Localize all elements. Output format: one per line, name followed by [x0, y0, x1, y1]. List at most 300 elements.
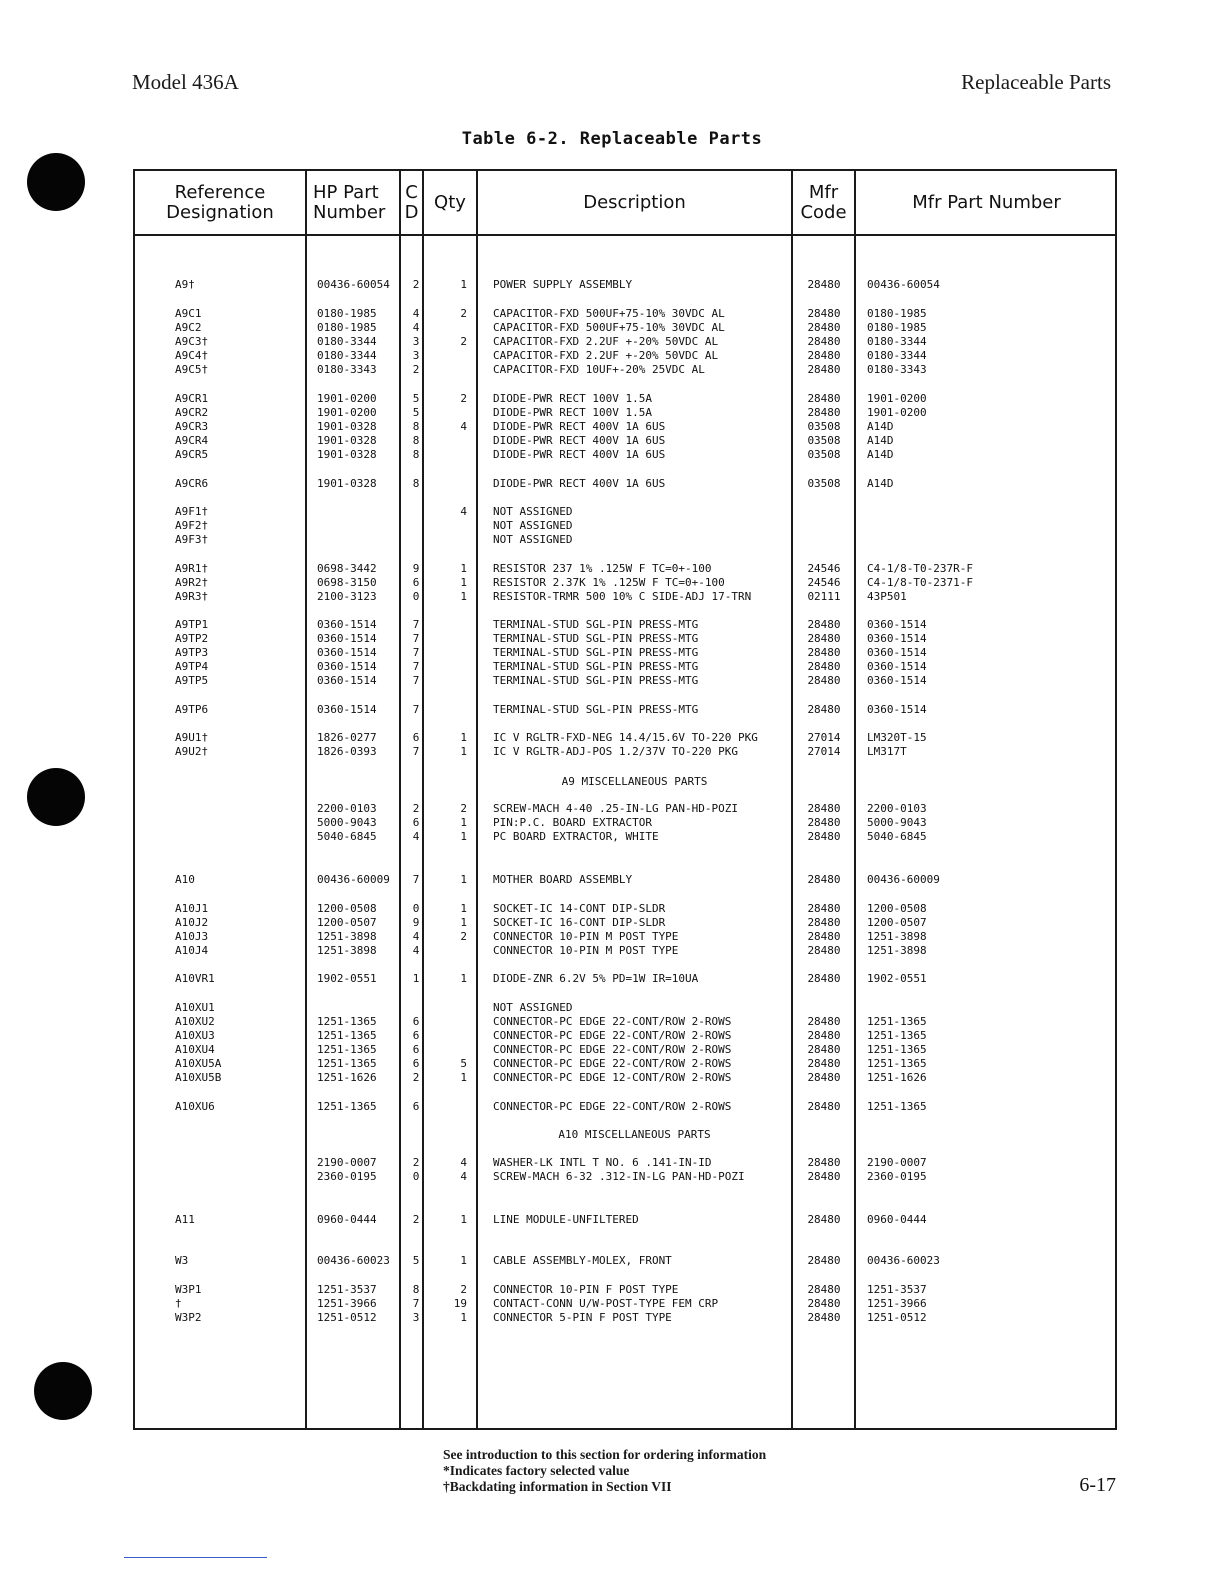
- cell-ref: A9C4†: [175, 349, 209, 362]
- cell-hp: 0180-1985: [317, 321, 377, 334]
- cell-desc: CABLE ASSEMBLY-MOLEX, FRONT: [493, 1254, 672, 1267]
- cell-cd: 4: [412, 830, 420, 843]
- cell-ref: A10J3: [175, 930, 209, 943]
- table-row: [135, 1071, 1115, 1085]
- cell-hp: 2200-0103: [317, 802, 377, 815]
- cell-ref: A9CR2: [175, 406, 209, 419]
- table-row: [135, 1001, 1115, 1015]
- cell-ref: A10XU1: [175, 1001, 215, 1014]
- cell-desc: SOCKET-IC 14-CONT DIP-SLDR: [493, 902, 666, 915]
- cell-desc: DIODE-PWR RECT 100V 1.5A: [493, 392, 652, 405]
- cell-cd: 6: [412, 731, 420, 744]
- table-row: [135, 448, 1115, 462]
- table-row: [135, 1156, 1115, 1170]
- cell-hp: 2360-0195: [317, 1170, 377, 1183]
- cell-hp: 1251-3898: [317, 930, 377, 943]
- cell-mfrpn: 5000-9043: [867, 816, 927, 829]
- table-row: [135, 1254, 1115, 1268]
- cell-qty: 1: [460, 873, 467, 886]
- footer-notes: [443, 1447, 766, 1495]
- cell-qty: 2: [460, 335, 467, 348]
- cell-cd: 9: [412, 562, 420, 575]
- cell-desc: TERMINAL-STUD SGL-PIN PRESS-MTG: [493, 618, 699, 631]
- footer-note-backdating: †Backdating information in Section VII: [443, 1479, 672, 1494]
- cell-cd: 6: [412, 816, 420, 829]
- cell-mfrpn: 1200-0508: [867, 902, 927, 915]
- cell-cd: 4: [412, 307, 420, 320]
- cell-hp: 00436-60023: [317, 1254, 390, 1267]
- cell-desc: CAPACITOR-FXD 10UF+-20% 25VDC AL: [493, 363, 705, 376]
- cell-hp: 1251-1365: [317, 1043, 377, 1056]
- cell-cd: 2: [412, 363, 420, 376]
- cell-desc: DIODE-PWR RECT 400V 1A 6US: [493, 448, 666, 461]
- bottom-rule: [124, 1557, 267, 1558]
- table-row: [135, 830, 1115, 844]
- cell-hp: 1251-3537: [317, 1283, 377, 1296]
- table-row: [135, 349, 1115, 363]
- cell-cd: 6: [412, 1015, 420, 1028]
- table-row: [135, 420, 1115, 434]
- cell-mfr: 28480: [807, 802, 841, 815]
- column-header-description: Description: [583, 191, 686, 213]
- table-row: [135, 1057, 1115, 1071]
- cell-mfr: 28480: [807, 1311, 841, 1324]
- cell-mfrpn: 0360-1514: [867, 646, 927, 659]
- cell-mfr: 28480: [807, 930, 841, 943]
- cell-hp: 2100-3123: [317, 590, 377, 603]
- cell-desc: CAPACITOR-FXD 2.2UF +-20% 50VDC AL: [493, 349, 719, 362]
- column-header-hp-part: HP Part Number: [313, 181, 386, 223]
- cell-mfrpn: 0360-1514: [867, 660, 927, 673]
- cell-mfrpn: C4-1/8-T0-237R-F: [867, 562, 973, 575]
- cell-mfr: 28480: [807, 392, 841, 405]
- cell-mfr: 27014: [807, 731, 841, 744]
- cell-mfr: 28480: [807, 944, 841, 957]
- misc-parts-heading-a9: A9 MISCELLANEOUS PARTS: [561, 775, 708, 788]
- cell-cd: 7: [412, 703, 420, 716]
- cell-cd: 7: [412, 660, 420, 673]
- cell-ref: W3P1: [175, 1283, 202, 1296]
- cell-qty: 1: [460, 576, 467, 589]
- table-row: [135, 1043, 1115, 1057]
- cell-hp: 0180-3344: [317, 335, 377, 348]
- cell-desc: NOT ASSIGNED: [493, 1001, 573, 1014]
- cell-mfr: 03508: [807, 477, 841, 490]
- column-header-mfr-code: Mfr Code: [800, 181, 847, 223]
- cell-hp: 2190-0007: [317, 1156, 377, 1169]
- cell-qty: 2: [460, 802, 467, 815]
- cell-cd: 5: [412, 392, 420, 405]
- cell-hp: 1200-0507: [317, 916, 377, 929]
- cell-mfrpn: 43P501: [867, 590, 907, 603]
- cell-ref: A10VR1: [175, 972, 215, 985]
- cell-hp: 0698-3442: [317, 562, 377, 575]
- cell-ref: A9CR5: [175, 448, 209, 461]
- parts-table: [133, 169, 1117, 1430]
- cell-ref: A9R2†: [175, 576, 209, 589]
- cell-ref: A9U2†: [175, 745, 209, 758]
- cell-hp: 0360-1514: [317, 703, 377, 716]
- table-row: [135, 477, 1115, 491]
- cell-ref: A10J2: [175, 916, 209, 929]
- cell-mfrpn: 1251-1365: [867, 1043, 927, 1056]
- cell-desc: POWER SUPPLY ASSEMBLY: [493, 278, 633, 291]
- cell-mfr: 28480: [807, 1213, 841, 1226]
- cell-desc: DIODE-PWR RECT 400V 1A 6US: [493, 434, 666, 447]
- cell-desc: DIODE-PWR RECT 100V 1.5A: [493, 406, 652, 419]
- cell-qty: 5: [460, 1057, 467, 1070]
- cell-cd: 1: [412, 972, 420, 985]
- cell-qty: 1: [460, 745, 467, 758]
- table-row: [135, 392, 1115, 406]
- cell-mfr: 28480: [807, 916, 841, 929]
- table-row: [135, 703, 1115, 717]
- cell-desc: TERMINAL-STUD SGL-PIN PRESS-MTG: [493, 660, 699, 673]
- cell-ref: A9C2: [175, 321, 202, 334]
- cell-cd: 2: [412, 278, 420, 291]
- cell-hp: 1251-1365: [317, 1057, 377, 1070]
- cell-ref: A9TP4: [175, 660, 209, 673]
- cell-desc: CONTACT-CONN U/W-POST-TYPE FEM CRP: [493, 1297, 719, 1310]
- cell-mfr: 03508: [807, 434, 841, 447]
- cell-hp: 5040-6845: [317, 830, 377, 843]
- cell-hp: 1901-0328: [317, 420, 377, 433]
- cell-ref: A9C1: [175, 307, 202, 320]
- table-row: [135, 1170, 1115, 1184]
- cell-cd: 3: [412, 335, 420, 348]
- cell-mfr: 28480: [807, 1057, 841, 1070]
- cell-cd: 8: [412, 420, 420, 433]
- table-row: [135, 363, 1115, 377]
- cell-cd: 5: [412, 406, 420, 419]
- cell-mfrpn: A14D: [867, 477, 894, 490]
- cell-ref: A9R1†: [175, 562, 209, 575]
- cell-desc: NOT ASSIGNED: [493, 505, 573, 518]
- cell-desc: CONNECTOR 10-PIN M POST TYPE: [493, 944, 679, 957]
- binder-hole-bottom: [34, 1362, 92, 1420]
- table-row: [135, 307, 1115, 321]
- cell-qty: 1: [460, 1213, 467, 1226]
- cell-mfrpn: 1901-0200: [867, 406, 927, 419]
- cell-mfrpn: 0360-1514: [867, 703, 927, 716]
- cell-mfrpn: 1251-0512: [867, 1311, 927, 1324]
- cell-cd: 9: [412, 916, 420, 929]
- cell-desc: IC V RGLTR-ADJ-POS 1.2/37V TO-220 PKG: [493, 745, 739, 758]
- cell-ref: A9†: [175, 278, 195, 291]
- table-row: [135, 1100, 1115, 1114]
- cell-hp: 1251-1626: [317, 1071, 377, 1084]
- cell-qty: 1: [460, 278, 467, 291]
- cell-desc: IC V RGLTR-FXD-NEG 14.4/15.6V TO-220 PKG: [493, 731, 758, 744]
- cell-hp: 0698-3150: [317, 576, 377, 589]
- cell-desc: SCREW-MACH 4-40 .25-IN-LG PAN-HD-POZI: [493, 802, 739, 815]
- cell-mfrpn: 1200-0507: [867, 916, 927, 929]
- cell-ref: A9TP2: [175, 632, 209, 645]
- cell-hp: 1902-0551: [317, 972, 377, 985]
- table-row: [135, 1311, 1115, 1325]
- cell-qty: 1: [460, 731, 467, 744]
- cell-mfr: 28480: [807, 1283, 841, 1296]
- table-row: [135, 816, 1115, 830]
- cell-qty: 19: [453, 1297, 467, 1310]
- cell-mfrpn: 00436-60023: [867, 1254, 940, 1267]
- cell-mfr: 28480: [807, 972, 841, 985]
- cell-qty: 2: [460, 307, 467, 320]
- cell-mfr: 28480: [807, 632, 841, 645]
- cell-mfr: 28480: [807, 816, 841, 829]
- cell-mfrpn: 1251-1365: [867, 1029, 927, 1042]
- cell-mfrpn: 0360-1514: [867, 618, 927, 631]
- cell-desc: CAPACITOR-FXD 500UF+75-10% 30VDC AL: [493, 321, 725, 334]
- cell-ref: A9CR1: [175, 392, 209, 405]
- cell-mfr: 28480: [807, 349, 841, 362]
- cell-mfrpn: 1901-0200: [867, 392, 927, 405]
- cell-desc: CONNECTOR 10-PIN F POST TYPE: [493, 1283, 679, 1296]
- cell-desc: TERMINAL-STUD SGL-PIN PRESS-MTG: [493, 632, 699, 645]
- cell-hp: 1251-0512: [317, 1311, 377, 1324]
- cell-mfrpn: 2190-0007: [867, 1156, 927, 1169]
- cell-hp: 0360-1514: [317, 674, 377, 687]
- cell-desc: CAPACITOR-FXD 2.2UF +-20% 50VDC AL: [493, 335, 719, 348]
- table-row: [135, 930, 1115, 944]
- cell-hp: 00436-60054: [317, 278, 390, 291]
- table-row: [135, 335, 1115, 349]
- column-header-qty: Qty: [434, 191, 466, 213]
- cell-desc: CONNECTOR 5-PIN F POST TYPE: [493, 1311, 672, 1324]
- cell-mfr: 28480: [807, 1100, 841, 1113]
- cell-mfrpn: 00436-60054: [867, 278, 940, 291]
- cell-ref: A10XU6: [175, 1100, 215, 1113]
- cell-mfrpn: A14D: [867, 420, 894, 433]
- footer-note-ordering: See introduction to this section for ordering information: [443, 1447, 767, 1462]
- cell-mfr: 28480: [807, 1170, 841, 1183]
- cell-ref: A9F1†: [175, 505, 209, 518]
- cell-qty: 1: [460, 562, 467, 575]
- cell-hp: 0180-1985: [317, 307, 377, 320]
- cell-mfr: 28480: [807, 1156, 841, 1169]
- cell-mfrpn: 00436-60009: [867, 873, 940, 886]
- cell-cd: 2: [412, 1071, 420, 1084]
- cell-mfr: 28480: [807, 335, 841, 348]
- cell-mfr: 28480: [807, 307, 841, 320]
- cell-ref: A10XU3: [175, 1029, 215, 1042]
- cell-mfr: 28480: [807, 830, 841, 843]
- cell-cd: 0: [412, 590, 420, 603]
- cell-mfr: 28480: [807, 873, 841, 886]
- cell-ref: A10XU5A: [175, 1057, 222, 1070]
- cell-mfr: 28480: [807, 674, 841, 687]
- cell-desc: WASHER-LK INTL T NO. 6 .141-IN-ID: [493, 1156, 712, 1169]
- cell-qty: 1: [460, 902, 467, 915]
- table-row: [135, 916, 1115, 930]
- table-row: [135, 873, 1115, 887]
- cell-mfr: 28480: [807, 660, 841, 673]
- cell-cd: 8: [412, 434, 420, 447]
- cell-cd: 5: [412, 1254, 420, 1267]
- cell-ref: A10J1: [175, 902, 209, 915]
- cell-cd: 7: [412, 632, 420, 645]
- cell-hp: 0360-1514: [317, 618, 377, 631]
- cell-hp: 0180-3344: [317, 349, 377, 362]
- cell-mfr: 24546: [807, 562, 841, 575]
- cell-ref: A9CR6: [175, 477, 209, 490]
- table-row: [135, 406, 1115, 420]
- cell-desc: LINE MODULE-UNFILTERED: [493, 1213, 639, 1226]
- cell-ref: A10J4: [175, 944, 209, 957]
- cell-hp: 1251-3966: [317, 1297, 377, 1310]
- table-row: [135, 1297, 1115, 1311]
- cell-mfrpn: 1251-1365: [867, 1100, 927, 1113]
- cell-mfr: 28480: [807, 1254, 841, 1267]
- cell-mfr: 28480: [807, 278, 841, 291]
- cell-mfrpn: 0180-3344: [867, 349, 927, 362]
- cell-mfr: 28480: [807, 1071, 841, 1084]
- header-divider: [135, 234, 1115, 236]
- cell-cd: 6: [412, 1057, 420, 1070]
- column-header-cd: C D: [404, 181, 419, 223]
- cell-ref: A9TP6: [175, 703, 209, 716]
- cell-hp: 0360-1514: [317, 632, 377, 645]
- cell-cd: 3: [412, 1311, 420, 1324]
- cell-desc: TERMINAL-STUD SGL-PIN PRESS-MTG: [493, 674, 699, 687]
- cell-ref: A9C5†: [175, 363, 209, 376]
- cell-mfrpn: 2200-0103: [867, 802, 927, 815]
- cell-desc: NOT ASSIGNED: [493, 519, 573, 532]
- cell-desc: CONNECTOR-PC EDGE 22-CONT/ROW 2-ROWS: [493, 1057, 732, 1070]
- cell-cd: 2: [412, 1213, 420, 1226]
- table-row: [135, 902, 1115, 916]
- cell-desc: TERMINAL-STUD SGL-PIN PRESS-MTG: [493, 646, 699, 659]
- cell-qty: 4: [460, 420, 467, 433]
- cell-mfr: 28480: [807, 618, 841, 631]
- cell-mfr: 28480: [807, 646, 841, 659]
- table-row: [135, 1283, 1115, 1297]
- cell-desc: CONNECTOR-PC EDGE 12-CONT/ROW 2-ROWS: [493, 1071, 732, 1084]
- cell-mfrpn: 0360-1514: [867, 674, 927, 687]
- table-row: [135, 802, 1115, 816]
- cell-hp: 1251-1365: [317, 1100, 377, 1113]
- table-row: [135, 590, 1115, 604]
- binder-hole-top: [27, 153, 85, 211]
- cell-cd: 4: [412, 930, 420, 943]
- cell-ref: A9TP1: [175, 618, 209, 631]
- cell-ref: A11: [175, 1213, 195, 1226]
- cell-qty: 1: [460, 1071, 467, 1084]
- cell-mfrpn: 0360-1514: [867, 632, 927, 645]
- cell-desc: PC BOARD EXTRACTOR, WHITE: [493, 830, 659, 843]
- cell-desc: TERMINAL-STUD SGL-PIN PRESS-MTG: [493, 703, 699, 716]
- cell-qty: 2: [460, 1283, 467, 1296]
- cell-qty: 1: [460, 972, 467, 985]
- cell-cd: 0: [412, 1170, 420, 1183]
- cell-cd: 2: [412, 1156, 420, 1169]
- cell-mfrpn: 5040-6845: [867, 830, 927, 843]
- cell-desc: CONNECTOR-PC EDGE 22-CONT/ROW 2-ROWS: [493, 1015, 732, 1028]
- cell-cd: 0: [412, 902, 420, 915]
- cell-mfr: 28480: [807, 406, 841, 419]
- cell-mfrpn: 0180-1985: [867, 321, 927, 334]
- cell-ref: A10XU4: [175, 1043, 215, 1056]
- cell-desc: RESISTOR 2.37K 1% .125W F TC=0+-100: [493, 576, 725, 589]
- cell-hp: 0960-0444: [317, 1213, 377, 1226]
- cell-ref: A10XU2: [175, 1015, 215, 1028]
- table-title: Table 6-2. Replaceable Parts: [461, 129, 763, 149]
- table-row: [135, 632, 1115, 646]
- cell-ref: A9R3†: [175, 590, 209, 603]
- cell-mfr: 28480: [807, 1297, 841, 1310]
- table-row: [135, 321, 1115, 335]
- cell-mfr: 28480: [807, 1043, 841, 1056]
- cell-ref: A9C3†: [175, 335, 209, 348]
- cell-qty: 1: [460, 830, 467, 843]
- cell-qty: 4: [460, 1156, 467, 1169]
- cell-hp: 00436-60009: [317, 873, 390, 886]
- cell-mfrpn: 0960-0444: [867, 1213, 927, 1226]
- cell-mfrpn: 0180-3343: [867, 363, 927, 376]
- cell-ref: A9TP3: [175, 646, 209, 659]
- table-row: [135, 646, 1115, 660]
- cell-cd: 4: [412, 944, 420, 957]
- table-row: [135, 944, 1115, 958]
- column-header-reference: Reference Designation: [166, 181, 274, 223]
- table-row: [135, 660, 1115, 674]
- cell-mfrpn: 1251-3898: [867, 944, 927, 957]
- cell-ref: W3P2: [175, 1311, 202, 1324]
- table-row: [135, 505, 1115, 519]
- cell-ref: W3: [175, 1254, 189, 1267]
- cell-qty: 1: [460, 1311, 467, 1324]
- cell-mfrpn: 1251-3898: [867, 930, 927, 943]
- cell-mfr: 28480: [807, 363, 841, 376]
- cell-hp: 1200-0508: [317, 902, 377, 915]
- cell-mfr: 03508: [807, 420, 841, 433]
- cell-desc: CAPACITOR-FXD 500UF+75-10% 30VDC AL: [493, 307, 725, 320]
- cell-mfrpn: LM320T-15: [867, 731, 927, 744]
- cell-mfrpn: 1251-3966: [867, 1297, 927, 1310]
- cell-ref: A10XU5B: [175, 1071, 222, 1084]
- cell-mfr: 28480: [807, 1015, 841, 1028]
- cell-mfrpn: LM317T: [867, 745, 907, 758]
- cell-hp: 1901-0200: [317, 406, 377, 419]
- cell-desc: CONNECTOR 10-PIN M POST TYPE: [493, 930, 679, 943]
- cell-mfr: 28480: [807, 1029, 841, 1042]
- cell-mfr: 28480: [807, 321, 841, 334]
- table-row: [135, 618, 1115, 632]
- cell-hp: 1901-0200: [317, 392, 377, 405]
- footer-note-factory-selected: *Indicates factory selected value: [443, 1463, 630, 1478]
- table-row: [135, 745, 1115, 759]
- cell-ref: A9CR4: [175, 434, 209, 447]
- cell-hp: 0180-3343: [317, 363, 377, 376]
- table-row: [135, 674, 1115, 688]
- cell-desc: DIODE-PWR RECT 400V 1A 6US: [493, 477, 666, 490]
- cell-mfr: 24546: [807, 576, 841, 589]
- cell-hp: 1901-0328: [317, 434, 377, 447]
- cell-cd: 3: [412, 349, 420, 362]
- model-header: Model 436A: [132, 70, 239, 94]
- cell-qty: 1: [460, 916, 467, 929]
- cell-qty: 2: [460, 392, 467, 405]
- cell-desc: CONNECTOR-PC EDGE 22-CONT/ROW 2-ROWS: [493, 1043, 732, 1056]
- cell-cd: 7: [412, 646, 420, 659]
- cell-hp: 5000-9043: [317, 816, 377, 829]
- cell-mfr: 27014: [807, 745, 841, 758]
- cell-ref: A9CR3: [175, 420, 209, 433]
- cell-mfrpn: 0180-3344: [867, 335, 927, 348]
- cell-hp: 1251-1365: [317, 1015, 377, 1028]
- table-row: [135, 278, 1115, 292]
- section-header: Replaceable Parts: [961, 70, 1111, 94]
